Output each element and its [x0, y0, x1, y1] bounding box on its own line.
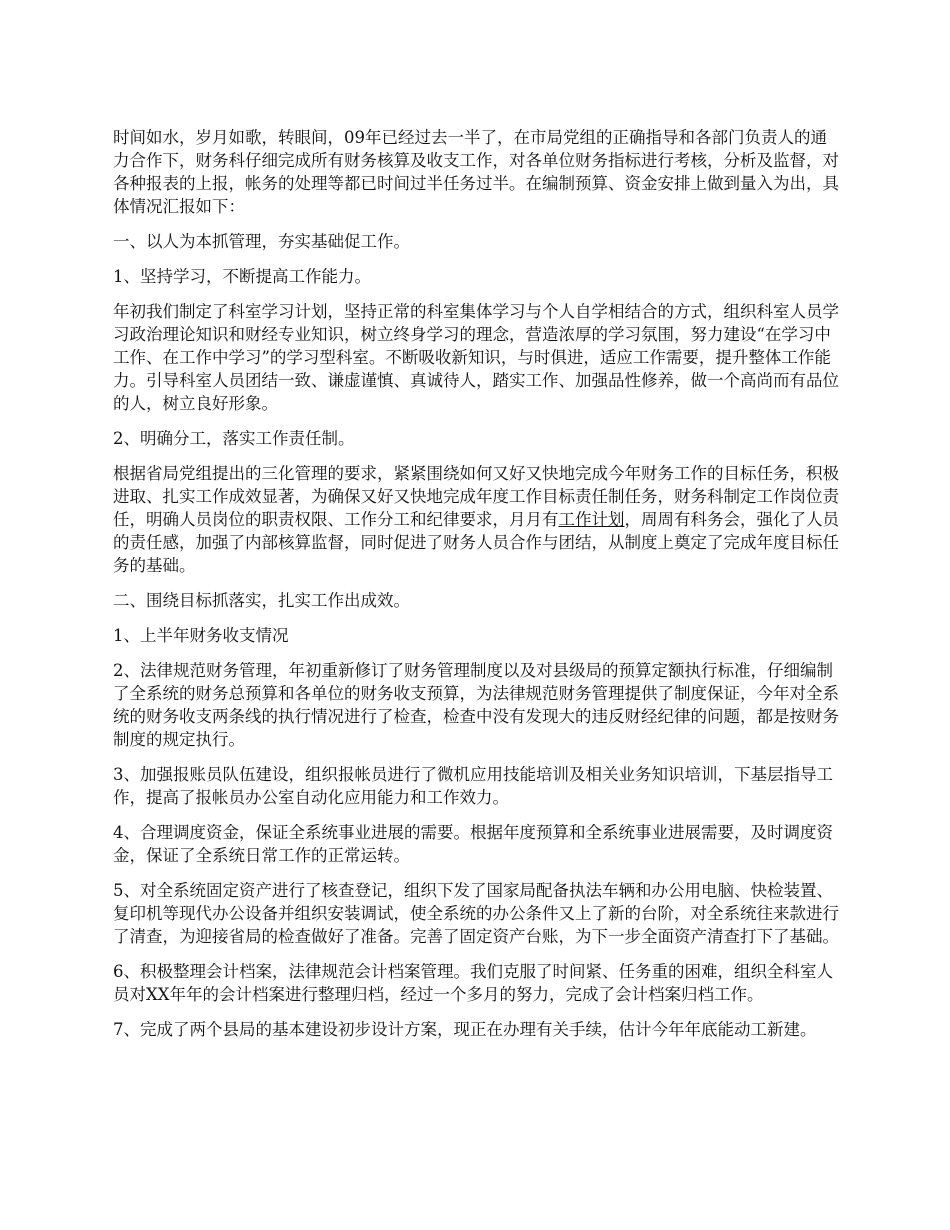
intro-paragraph: 时间如水，岁月如歌，转眼间，09年已经过去一半了，在市局党组的正确指导和各部门负责人的通力合作下，财务科仔细完成所有财务核算及收支工作，对各单位财务指标进行考核，分析及监督，对各种报表的上报，帐务的处理等都已时间过半任务过半。在编制预算、资金安排上做到量入为出，具体情况汇报如下：	[113, 128, 839, 216]
subheading-2-1: 1、上半年财务收支情况	[113, 626, 289, 645]
study-paragraph: 年初我们制定了科室学习计划，坚持正常的科室集体学习与个人自学相结合的方式，组织科室人员学习政治理论知识和财经专业知识，树立终身学习的理念，营造浓厚的学习氛围，努力建设“在学习中工作、在工作中学习”的学习型科室。不断吸收新知识，与时俱进，适应工作需要，提升整体工作能力。引导科室人员团结一致、谦虚谨慎、真诚待人，踏实工作、加强品性修养，做一个高尚而有品位的人，树立良好形象。	[113, 302, 839, 413]
work-plan-link[interactable]: 工作计划	[558, 510, 625, 529]
responsibility-text-start: 根据省局党组提出的三化管理的要求，紧紧围绕如何又好又快地完成今年财务工作的目标任务，积极进取、扎实工作成效显著，为确保又好又快地完成年度工作目标责任制任务，财务科制定工作岗位责任，明确人员岗位的职责权限、工作分工和纪律要求，月月有	[113, 464, 839, 529]
responsibility-paragraph	[113, 462, 843, 577]
section-heading-2: 二、围绕目标抓落实，扎实工作出成效。	[113, 591, 410, 610]
item-6-paragraph: 6、积极整理会计档案，法律规范会计档案管理。我们克服了时间紧、任务重的困难，组织全科室人员对XX年年的会计档案进行整理归档，经过一个多月的努力，完成了会计档案归档工作。	[113, 962, 833, 1004]
subheading-1-1: 1、坚持学习，不断提高工作能力。	[113, 267, 371, 286]
item-2-paragraph: 2、法律规范财务管理，年初重新修订了财务管理制度以及对县级局的预算定额执行标准，仔细编制了全系统的财务总预算和各单位的财务收支预算，为法律规范财务管理提供了制度保证，今年对全系统的财务收支两条线的执行情况进行了检查，检查中没有发现大的违反财经纪律的问题，都是按财务制度的规定执行。	[113, 661, 839, 749]
document-body	[113, 126, 843, 1053]
item-3-paragraph: 3、加强报账员队伍建设，组织报帐员进行了微机应用技能培训及相关业务知识培训，下基层指导工作，提高了报帐员办公室自动化应用能力和工作效力。	[113, 765, 833, 807]
responsibility-text-end: ，周周有科务会，强化了人员的责任感，加强了内部核算监督，同时促进了财务人员合作与团结，从制度上奠定了完成年度目标任务的基础。	[113, 510, 839, 575]
subheading-1-2: 2、明确分工，落实工作责任制。	[113, 429, 355, 448]
item-5-paragraph: 5、对全系统固定资产进行了核查登记，组织下发了国家局配备执法车辆和办公用电脑、快检装置、复印机等现代办公设备并组织安装调试，使全系统的办公条件又上了新的台阶，对全系统往来款进行了清查，为迎接省局的检查做好了准备。完善了固定资产台账，为下一步全面资产清查打下了基础。	[113, 881, 839, 946]
item-7-paragraph: 7、完成了两个县局的基本建设初步设计方案，现正在办理有关手续，估计今年年底能动工新建。	[113, 1020, 817, 1039]
section-heading-1: 一、以人为本抓管理，夯实基础促工作。	[113, 232, 410, 251]
item-4-paragraph: 4、合理调度资金，保证全系统事业进展的需要。根据年度预算和全系统事业进展需要，及时调度资金，保证了全系统日常工作的正常运转。	[113, 823, 833, 865]
